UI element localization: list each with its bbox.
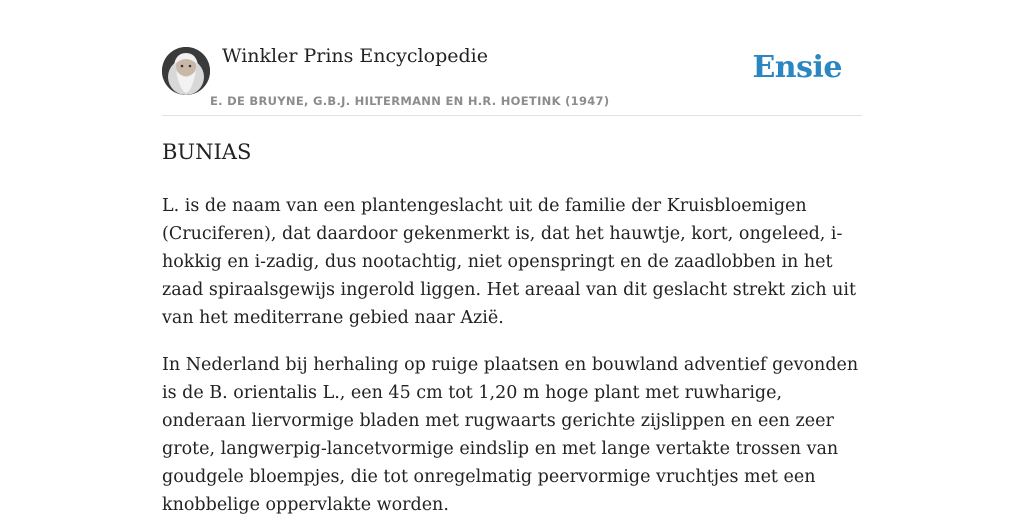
source-title[interactable]: Winkler Prins Encyclopedie	[222, 45, 488, 67]
ensie-logo[interactable]: Ensie	[752, 50, 842, 85]
source-authors: E. DE BRUYNE, G.B.J. HILTERMANN EN H.R. HOETINK (1947)	[210, 94, 610, 108]
entry-paragraph: L. is de naam van een plantengeslacht uit de familie der Kruisbloemigen (Cruciferen), dat daardoor gekenmerkt is, dat het hauwtje, kort, ongeleed, i-hokkig en i-zadig, dus nootachtig, niet openspringt en de zaadlobben in het zaad spiraalsgewijs ingerold liggen. Het areaal van dit geslacht strekt zich uit van het mediterrane gebied naar Azië.	[162, 196, 857, 328]
source-header	[162, 0, 862, 116]
article-page	[162, 0, 862, 515]
entry-title: BUNIAS	[162, 140, 252, 164]
author-portrait-icon	[162, 47, 210, 95]
entry-paragraph: In Nederland bij herhaling op ruige plaatsen en bouwland adventief gevonden is de B. orientalis L., een 45 cm tot 1,20 m hoge plant met ruwharige, onderaan liervormige bladen met rugwaarts gerichte zijslippen en een zeer grote, langwerpig-lancetvormige eindslip en met lange vertakte trossen van goudgele bloempjes, die tot onregelmatig peervormige vruchtjes met een knobbelige oppervlakte worden.	[162, 355, 859, 515]
